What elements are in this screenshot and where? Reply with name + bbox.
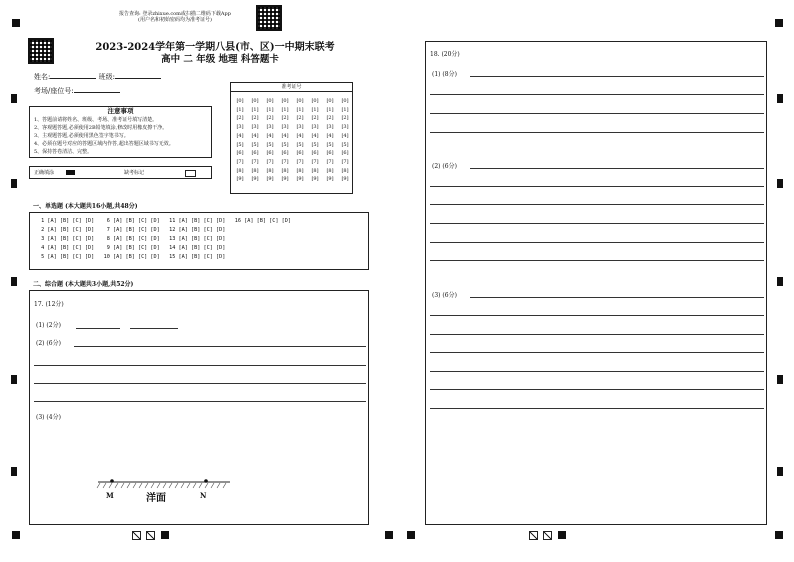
point-m — [110, 479, 114, 483]
notes-item: 4、必须在题号对应的答题区域内作答,超出答题区域书写无效。 — [34, 141, 174, 147]
page-marker — [543, 531, 552, 540]
single-choice-area[interactable] — [29, 212, 369, 270]
page-title: 2023-2024学年第一学期八县(市、区)一中期末联考 — [95, 42, 335, 53]
timing-mark — [777, 375, 783, 384]
admission-digit-bubble[interactable]: [3] — [326, 124, 334, 131]
admission-digit-bubble[interactable]: [8] — [341, 167, 349, 174]
admission-digit-bubble[interactable]: [4] — [236, 132, 244, 139]
corner-mark — [12, 19, 20, 27]
admission-digit-bubble[interactable]: [1] — [311, 106, 319, 113]
admission-digit-bubble[interactable]: [5] — [341, 141, 349, 148]
admission-digit-bubble[interactable]: [2] — [266, 115, 274, 122]
admission-digit-bubble[interactable]: [2] — [341, 115, 349, 122]
answer-line[interactable] — [430, 204, 764, 205]
name-field[interactable] — [50, 78, 96, 79]
notes-box — [29, 106, 212, 158]
seat-field[interactable] — [74, 92, 120, 93]
admission-digit-bubble[interactable]: [9] — [266, 176, 274, 183]
admission-digit-bubble[interactable]: [8] — [266, 167, 274, 174]
admission-digit-bubble[interactable]: [5] — [311, 141, 319, 148]
admission-digit-bubble[interactable]: [0] — [296, 98, 304, 104]
correct-fill-sample — [66, 170, 75, 175]
corner-mark — [385, 531, 393, 539]
admission-digit-bubble[interactable]: [6] — [281, 150, 289, 157]
timing-mark — [777, 467, 783, 476]
timing-mark — [777, 179, 783, 188]
admission-digit-bubble[interactable]: [5] — [296, 141, 304, 148]
q17-part2-label: (2) (6分) — [36, 340, 61, 347]
admission-digit-bubble[interactable]: [1] — [281, 106, 289, 113]
choice-row[interactable]: 1 [A] [B] [C] [D] 6 [A] [B] [C] [D] 11 [A] [B] [C] [D] 16 [A] [B] [C] [D] — [38, 218, 291, 224]
section1-title: 一、单选题 (本大题共16小题,共48分) — [33, 203, 138, 210]
admission-title: 准考证号 — [231, 83, 352, 92]
point-n-label: N — [200, 491, 207, 500]
timing-mark — [11, 179, 17, 188]
admission-digit-bubble[interactable]: [7] — [266, 158, 274, 165]
admission-digit-bubble[interactable]: [9] — [296, 176, 304, 183]
admission-digit-bubble[interactable]: [6] — [326, 150, 334, 157]
choice-row[interactable]: 5 [A] [B] [C] [D] 10 [A] [B] [C] [D] 15 [A] [B] [C] [D] — [38, 253, 226, 260]
answer-line[interactable] — [430, 113, 764, 114]
admission-digit-bubble[interactable]: [1] — [236, 106, 244, 113]
answer-line[interactable] — [430, 132, 764, 133]
admission-digit-column[interactable] — [279, 97, 291, 184]
admission-digit-bubble[interactable]: [5] — [251, 141, 259, 148]
admission-digit-bubble[interactable]: [9] — [341, 176, 349, 183]
page-marker — [161, 531, 169, 539]
admission-digit-bubble[interactable]: [9] — [236, 176, 244, 183]
admission-digit-column[interactable] — [294, 97, 306, 184]
admission-digit-column[interactable] — [309, 97, 321, 184]
admission-digit-bubble[interactable]: [7] — [251, 158, 259, 165]
name-label: 姓名: — [34, 73, 51, 81]
admission-digit-bubble[interactable]: [4] — [326, 132, 334, 139]
admission-digit-bubble[interactable]: [0] — [266, 98, 274, 104]
timing-mark — [777, 277, 783, 286]
admission-digit-column[interactable] — [264, 97, 276, 184]
q18-part3-label: (3) (6分) — [432, 292, 457, 299]
answer-line[interactable] — [470, 168, 764, 169]
timing-mark — [11, 375, 17, 384]
admission-digit-bubble[interactable]: [6] — [266, 150, 274, 157]
choice-row[interactable]: 2 [A] [B] [C] [D] 7 [A] [B] [C] [D] 12 [A] [B] [C] [D] — [38, 226, 226, 233]
notes-item: 3、主观题答题,必须使用黑色签字笔书写。 — [34, 133, 129, 139]
admission-digit-bubble[interactable]: [5] — [266, 141, 274, 148]
answer-line[interactable] — [470, 297, 764, 298]
admission-digit-bubble[interactable]: [6] — [236, 150, 244, 157]
absent-mark-label: 缺考标记 — [124, 170, 145, 176]
admission-digit-bubble[interactable]: [1] — [341, 106, 349, 113]
answer-line[interactable] — [430, 389, 764, 390]
admission-digit-bubble[interactable]: [0] — [341, 98, 349, 104]
fill-example — [29, 166, 212, 179]
q17-part1-label: (1) (2分) — [36, 322, 61, 329]
admission-digit-column[interactable] — [234, 97, 246, 184]
admission-digit-bubble[interactable]: [3] — [296, 124, 304, 131]
page-marker — [146, 531, 155, 540]
class-field[interactable] — [115, 78, 161, 79]
answer-line[interactable] — [430, 371, 764, 372]
q17-answer-area[interactable] — [29, 290, 369, 525]
q18-label: 18. (20分) — [430, 51, 460, 58]
timing-mark — [11, 277, 17, 286]
seat-label: 考场/座位号: — [34, 87, 74, 95]
admission-digit-bubble[interactable]: [5] — [326, 141, 334, 148]
admission-digit-bubble[interactable]: [7] — [311, 158, 319, 165]
admission-digit-bubble[interactable]: [0] — [236, 98, 244, 104]
absent-mark-box[interactable] — [185, 170, 196, 177]
answer-line[interactable] — [470, 76, 764, 77]
answer-line[interactable] — [430, 315, 764, 316]
admission-digit-bubble[interactable]: [7] — [281, 158, 289, 165]
corner-mark — [12, 531, 20, 539]
page-subtitle: 高中 二 年级 地理 科答题卡 — [161, 54, 279, 65]
admission-digit-bubble[interactable]: [8] — [281, 167, 289, 174]
ocean-surface-label: 洋面 — [146, 493, 166, 504]
answer-line[interactable] — [430, 408, 764, 409]
admission-digit-bubble[interactable]: [4] — [311, 132, 319, 139]
q18-part1-label: (1) (8分) — [432, 71, 457, 78]
timing-mark — [11, 467, 17, 476]
admission-digit-bubble[interactable]: [0] — [251, 98, 259, 104]
qr-code-icon — [256, 5, 282, 31]
admission-digit-bubble[interactable]: [8] — [311, 167, 319, 174]
answer-line[interactable] — [430, 242, 764, 243]
corner-mark — [775, 19, 783, 27]
admission-digit-bubble[interactable]: [2] — [296, 115, 304, 122]
admission-digit-bubble[interactable]: [6] — [251, 150, 259, 157]
admission-digit-bubble[interactable]: [4] — [341, 132, 349, 139]
admission-digit-bubble[interactable]: [6] — [296, 150, 304, 157]
admission-digit-bubble[interactable]: [7] — [296, 158, 304, 165]
timing-mark — [11, 94, 17, 103]
admission-digit-bubble[interactable]: [9] — [326, 176, 334, 183]
admission-digit-bubble[interactable]: [1] — [251, 106, 259, 113]
admission-digit-bubble[interactable]: [2] — [311, 115, 319, 122]
answer-line[interactable] — [430, 223, 764, 224]
admission-digit-bubble[interactable]: [3] — [251, 124, 259, 131]
answer-line[interactable] — [430, 260, 764, 261]
admission-digit-bubble[interactable]: [0] — [326, 98, 334, 104]
admission-digit-bubble[interactable]: [8] — [251, 167, 259, 174]
point-n — [204, 479, 208, 483]
qr-code-icon — [28, 38, 54, 64]
admission-digit-bubble[interactable]: [9] — [251, 176, 259, 183]
notes-title: 注意事项 — [107, 107, 134, 115]
admission-digit-bubble[interactable]: [1] — [296, 106, 304, 113]
q17-label: 17. (12分) — [34, 301, 64, 308]
answer-line[interactable] — [430, 94, 764, 95]
admission-digit-bubble[interactable]: [2] — [326, 115, 334, 122]
admission-digit-bubble[interactable]: [4] — [281, 132, 289, 139]
q18-part2-label: (2) (6分) — [432, 163, 457, 170]
answer-line[interactable] — [34, 383, 366, 384]
page-marker — [132, 531, 141, 540]
admission-digit-bubble[interactable]: [5] — [281, 141, 289, 148]
admission-digit-bubble[interactable]: [3] — [236, 124, 244, 131]
admission-digit-bubble[interactable]: [8] — [326, 167, 334, 174]
admission-digit-bubble[interactable]: [6] — [311, 150, 319, 157]
admission-digit-bubble[interactable]: [0] — [281, 98, 289, 104]
notes-item: 1、答题前请将姓名、班级、考场、准考证号填写清楚。 — [34, 117, 158, 123]
notes-item: 2、客观题答题,必须使用2B铅笔填涂,修改时用橡皮擦干净。 — [34, 125, 168, 131]
page-marker — [558, 531, 566, 539]
admission-digit-bubble[interactable]: [3] — [266, 124, 274, 131]
answer-line[interactable] — [34, 401, 366, 402]
admission-digit-bubble[interactable]: [3] — [341, 124, 349, 131]
admission-digit-bubble[interactable]: [0] — [311, 98, 319, 104]
admission-digit-bubble[interactable]: [3] — [281, 124, 289, 131]
choice-row[interactable]: 4 [A] [B] [C] [D] 9 [A] [B] [C] [D] 14 [A] [B] [C] [D] — [38, 244, 226, 251]
admission-digit-bubble[interactable]: [4] — [266, 132, 274, 139]
admission-digit-bubble[interactable]: [7] — [326, 158, 334, 165]
admission-digit-bubble[interactable]: [8] — [236, 167, 244, 174]
admission-digit-bubble[interactable]: [1] — [266, 106, 274, 113]
admission-digit-bubble[interactable]: [2] — [281, 115, 289, 122]
answer-line[interactable] — [430, 334, 764, 335]
admission-digit-bubble[interactable]: [1] — [326, 106, 334, 113]
admission-digit-bubble[interactable]: [3] — [311, 124, 319, 131]
admission-digit-bubble[interactable]: [6] — [341, 150, 349, 157]
point-m-label: M — [106, 491, 114, 500]
answer-line[interactable] — [34, 365, 366, 366]
report-note: 报告查询: 登录zhixue.com或扫描二维码下载App (用户名和初始密码均为准考证号) — [119, 11, 231, 23]
answer-line[interactable] — [430, 352, 764, 353]
choice-row[interactable]: 3 [A] [B] [C] [D] 8 [A] [B] [C] [D] 13 [A] [B] [C] [D] — [38, 235, 226, 242]
section2-title: 二、综合题 (本大题共3小题,共52分) — [33, 281, 134, 288]
admission-digit-bubble[interactable]: [9] — [281, 176, 289, 183]
answer-line[interactable] — [74, 346, 366, 347]
admission-digit-bubble[interactable]: [9] — [311, 176, 319, 183]
admission-digit-bubble[interactable]: [2] — [236, 115, 244, 122]
answer-line[interactable] — [430, 186, 764, 187]
corner-mark — [407, 531, 415, 539]
q17-part3-label: (3) (4分) — [36, 414, 61, 421]
ocean-diagram — [90, 476, 240, 490]
page-marker — [529, 531, 538, 540]
q18-answer-area[interactable] — [425, 41, 767, 525]
admission-digit-bubble[interactable]: [7] — [341, 158, 349, 165]
admission-digit-column[interactable] — [339, 97, 351, 184]
notes-item: 5、保持答卷清洁、完整。 — [34, 149, 93, 155]
correct-fill-label: 正确填涂 — [34, 170, 55, 176]
admission-number-grid — [230, 82, 353, 194]
admission-digit-bubble[interactable]: [4] — [296, 132, 304, 139]
admission-digit-column[interactable] — [249, 97, 261, 184]
admission-digit-bubble[interactable]: [8] — [296, 167, 304, 174]
corner-mark — [775, 531, 783, 539]
admission-digit-bubble[interactable]: [4] — [251, 132, 259, 139]
class-label: 班级: — [98, 73, 115, 81]
admission-digit-bubble[interactable]: [7] — [236, 158, 244, 165]
answer-line[interactable] — [130, 328, 178, 329]
answer-line[interactable] — [76, 328, 120, 329]
admission-digit-bubble[interactable]: [5] — [236, 141, 244, 148]
admission-digit-bubble[interactable]: [2] — [251, 115, 259, 122]
timing-mark — [777, 94, 783, 103]
admission-digit-column[interactable] — [324, 97, 336, 184]
